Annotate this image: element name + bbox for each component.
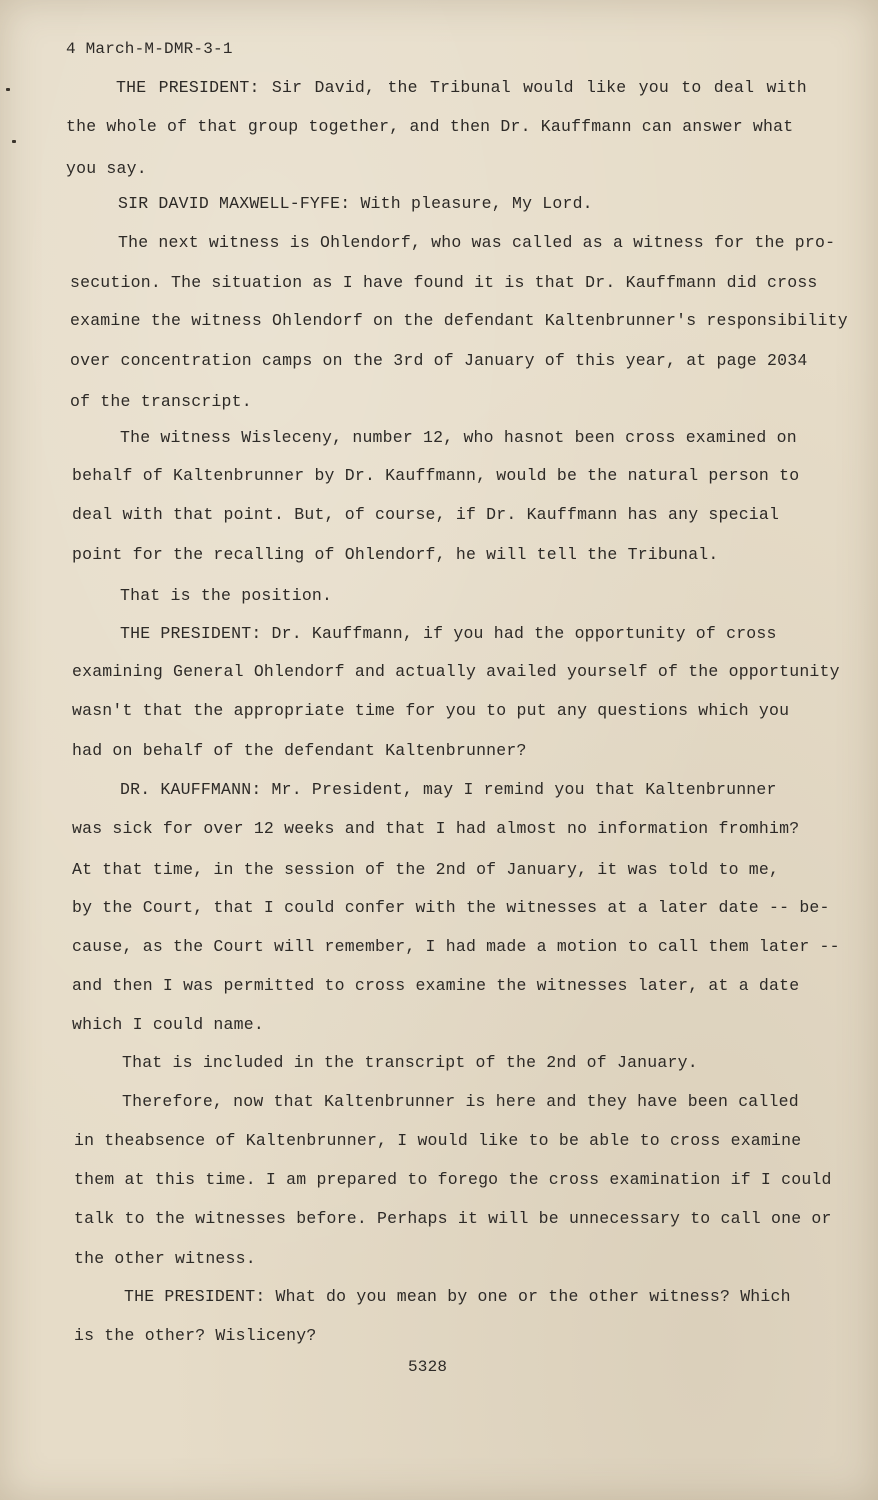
text-line: was sick for over 12 weeks and that I had almost no information fromhim? [72, 819, 800, 838]
text-line: the other witness. [74, 1249, 256, 1268]
text-line: is the other? Wisliceny? [74, 1326, 317, 1345]
page-number: 5328 [408, 1358, 448, 1376]
speaker-line: DR. KAUFFMANN: Mr. President, may I remind you that Kaltenbrunner [120, 780, 777, 799]
text-line: and then I was permitted to cross examine the witnesses later, at a date [72, 976, 800, 995]
text-line: cause, as the Court will remember, I had made a motion to call them later -- [72, 937, 840, 956]
document-header-code: 4 March-M-DMR-3-1 [66, 40, 233, 58]
margin-mark [6, 88, 10, 91]
text-line: The witness Wisleceny, number 12, who hasnot been cross examined on [120, 428, 797, 447]
text-line: had on behalf of the defendant Kaltenbrunner? [72, 741, 527, 760]
text-line: you say. [66, 159, 147, 178]
speaker-line: SIR DAVID MAXWELL-FYFE: With pleasure, My Lord. [118, 194, 593, 213]
text-line: talk to the witnesses before. Perhaps it will be unnecessary to call one or [74, 1209, 832, 1228]
text-line: over concentration camps on the 3rd of January of this year, at page 2034 [70, 351, 808, 370]
text-line: examining General Ohlendorf and actually availed yourself of the opportunity [72, 662, 840, 681]
text-line: That is the position. [120, 586, 333, 605]
text-line: That is included in the transcript of the 2nd of January. [122, 1053, 698, 1072]
text-line: which I could name. [72, 1015, 264, 1034]
text-line: the whole of that group together, and then Dr. Kauffmann can answer what [66, 117, 794, 136]
speaker-line: THE PRESIDENT: What do you mean by one or the other witness? Which [124, 1287, 791, 1306]
text-line: examine the witness Ohlendorf on the defendant Kaltenbrunner's responsibility [70, 311, 848, 330]
text-line: of the transcript. [70, 392, 252, 411]
margin-mark [12, 140, 16, 143]
text-line: deal with that point. But, of course, if Dr. Kauffmann has any special [72, 505, 780, 524]
text-line: The next witness is Ohlendorf, who was called as a witness for the pro- [118, 233, 836, 252]
text-line: secution. The situation as I have found it is that Dr. Kauffmann did cross [70, 273, 818, 292]
text-line: behalf of Kaltenbrunner by Dr. Kauffmann, would be the natural person to [72, 466, 800, 485]
text-line: them at this time. I am prepared to forego the cross examination if I could [74, 1170, 832, 1189]
text-line: in theabsence of Kaltenbrunner, I would like to be able to cross examine [74, 1131, 802, 1150]
text-line: THE PRESIDENT: Sir David, the Tribunal would like you to deal with [116, 78, 807, 97]
text-line: wasn't that the appropriate time for you to put any questions which you [72, 701, 790, 720]
text-line: point for the recalling of Ohlendorf, he will tell the Tribunal. [72, 545, 719, 564]
text-line: At that time, in the session of the 2nd of January, it was told to me, [72, 860, 780, 879]
text-line: by the Court, that I could confer with the witnesses at a later date -- be- [72, 898, 830, 917]
text-line: Therefore, now that Kaltenbrunner is here and they have been called [122, 1092, 799, 1111]
speaker-line: THE PRESIDENT: Dr. Kauffmann, if you had the opportunity of cross [120, 624, 777, 643]
